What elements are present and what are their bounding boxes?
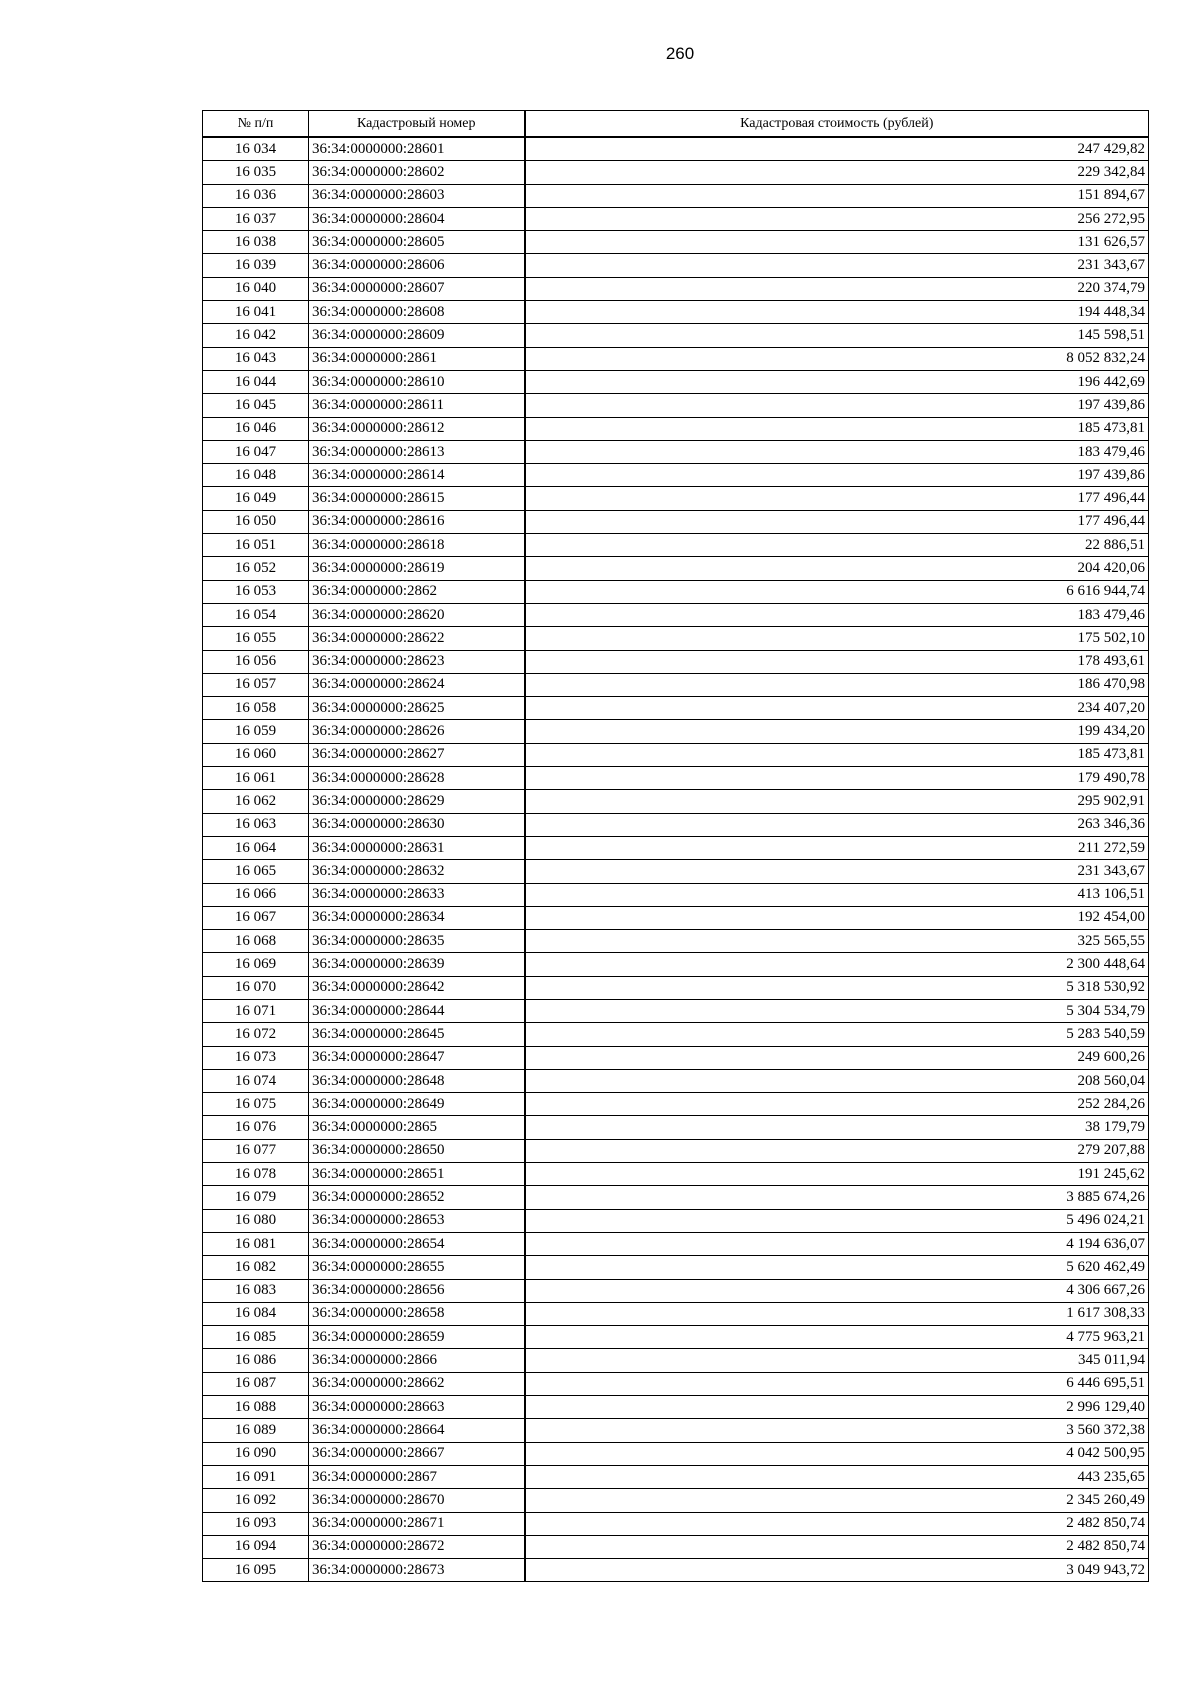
cell-row-number: 16 073 xyxy=(203,1046,309,1069)
table-row xyxy=(203,1279,1149,1302)
cell-row-number: 16 077 xyxy=(203,1139,309,1162)
cell-cadastral-value: 38 179,79 xyxy=(525,1116,1149,1139)
table-row xyxy=(203,627,1149,650)
table-row xyxy=(203,1069,1149,1092)
cadastral-value-table xyxy=(202,110,1149,1582)
cell-cadastral-value: 208 560,04 xyxy=(525,1069,1149,1092)
cell-row-number: 16 040 xyxy=(203,277,309,300)
table-row xyxy=(203,1535,1149,1558)
table-row xyxy=(203,1489,1149,1512)
table-row xyxy=(203,1186,1149,1209)
cell-cadastral-value: 229 342,84 xyxy=(525,161,1149,184)
cell-cadastral-number: 36:34:0000000:28613 xyxy=(309,440,525,463)
cell-row-number: 16 045 xyxy=(203,394,309,417)
cell-cadastral-value: 177 496,44 xyxy=(525,510,1149,533)
cell-cadastral-number: 36:34:0000000:28615 xyxy=(309,487,525,510)
table-row xyxy=(203,1396,1149,1419)
cell-cadastral-value: 279 207,88 xyxy=(525,1139,1149,1162)
table-header-row xyxy=(203,111,1149,138)
cell-row-number: 16 076 xyxy=(203,1116,309,1139)
cell-cadastral-number: 36:34:0000000:28616 xyxy=(309,510,525,533)
table-row xyxy=(203,557,1149,580)
table-row xyxy=(203,1116,1149,1139)
table-row xyxy=(203,1559,1149,1582)
table-row xyxy=(203,487,1149,510)
cell-cadastral-value: 185 473,81 xyxy=(525,417,1149,440)
table-row xyxy=(203,277,1149,300)
cell-cadastral-value: 249 600,26 xyxy=(525,1046,1149,1069)
cell-row-number: 16 052 xyxy=(203,557,309,580)
cell-cadastral-number: 36:34:0000000:28631 xyxy=(309,836,525,859)
table-row xyxy=(203,836,1149,859)
cell-cadastral-number: 36:34:0000000:28655 xyxy=(309,1256,525,1279)
cell-cadastral-value: 8 052 832,24 xyxy=(525,347,1149,370)
cell-row-number: 16 041 xyxy=(203,301,309,324)
cell-cadastral-value: 145 598,51 xyxy=(525,324,1149,347)
cell-cadastral-value: 6 616 944,74 xyxy=(525,580,1149,603)
cell-cadastral-value: 204 420,06 xyxy=(525,557,1149,580)
cell-cadastral-number: 36:34:0000000:28611 xyxy=(309,394,525,417)
cell-row-number: 16 078 xyxy=(203,1163,309,1186)
header-cadastral-number: Кадастровый номер xyxy=(309,111,525,138)
cell-cadastral-number: 36:34:0000000:28642 xyxy=(309,976,525,999)
cell-row-number: 16 082 xyxy=(203,1256,309,1279)
cell-cadastral-number: 36:34:0000000:28627 xyxy=(309,743,525,766)
table-row xyxy=(203,1326,1149,1349)
cell-cadastral-number: 36:34:0000000:28624 xyxy=(309,673,525,696)
table-row xyxy=(203,767,1149,790)
cell-cadastral-number: 36:34:0000000:28663 xyxy=(309,1396,525,1419)
table-row xyxy=(203,184,1149,207)
cell-cadastral-value: 185 473,81 xyxy=(525,743,1149,766)
table-row xyxy=(203,1093,1149,1116)
cell-row-number: 16 051 xyxy=(203,534,309,557)
cell-cadastral-number: 36:34:0000000:28651 xyxy=(309,1163,525,1186)
cell-row-number: 16 074 xyxy=(203,1069,309,1092)
table-row xyxy=(203,534,1149,557)
cell-row-number: 16 084 xyxy=(203,1302,309,1325)
cell-cadastral-number: 36:34:0000000:2862 xyxy=(309,580,525,603)
cell-cadastral-number: 36:34:0000000:2866 xyxy=(309,1349,525,1372)
cell-cadastral-number: 36:34:0000000:28629 xyxy=(309,790,525,813)
cell-row-number: 16 066 xyxy=(203,883,309,906)
cell-cadastral-value: 2 996 129,40 xyxy=(525,1396,1149,1419)
cell-row-number: 16 042 xyxy=(203,324,309,347)
cell-row-number: 16 069 xyxy=(203,953,309,976)
table-row xyxy=(203,1512,1149,1535)
table-row xyxy=(203,650,1149,673)
cell-cadastral-number: 36:34:0000000:28671 xyxy=(309,1512,525,1535)
cell-cadastral-value: 4 042 500,95 xyxy=(525,1442,1149,1465)
table-row xyxy=(203,207,1149,230)
cell-cadastral-value: 2 345 260,49 xyxy=(525,1489,1149,1512)
cell-row-number: 16 085 xyxy=(203,1326,309,1349)
cell-cadastral-number: 36:34:0000000:28670 xyxy=(309,1489,525,1512)
cell-cadastral-number: 36:34:0000000:28626 xyxy=(309,720,525,743)
page-number: 260 xyxy=(665,44,695,63)
table-row xyxy=(203,1442,1149,1465)
cell-cadastral-value: 183 479,46 xyxy=(525,603,1149,626)
cell-cadastral-value: 191 245,62 xyxy=(525,1163,1149,1186)
cell-row-number: 16 064 xyxy=(203,836,309,859)
cell-cadastral-number: 36:34:0000000:2867 xyxy=(309,1465,525,1488)
cell-cadastral-number: 36:34:0000000:28605 xyxy=(309,231,525,254)
cell-cadastral-value: 2 300 448,64 xyxy=(525,953,1149,976)
cell-row-number: 16 055 xyxy=(203,627,309,650)
cell-row-number: 16 054 xyxy=(203,603,309,626)
table-row xyxy=(203,1419,1149,1442)
table-row xyxy=(203,1163,1149,1186)
cell-cadastral-value: 197 439,86 xyxy=(525,464,1149,487)
cell-cadastral-number: 36:34:0000000:28603 xyxy=(309,184,525,207)
cell-cadastral-value: 5 318 530,92 xyxy=(525,976,1149,999)
cell-cadastral-number: 36:34:0000000:28673 xyxy=(309,1559,525,1582)
cell-cadastral-number: 36:34:0000000:28622 xyxy=(309,627,525,650)
cell-cadastral-number: 36:34:0000000:28633 xyxy=(309,883,525,906)
cell-cadastral-number: 36:34:0000000:28610 xyxy=(309,370,525,393)
table-row xyxy=(203,976,1149,999)
cell-cadastral-number: 36:34:0000000:28634 xyxy=(309,906,525,929)
cell-cadastral-value: 256 272,95 xyxy=(525,207,1149,230)
cell-cadastral-value: 197 439,86 xyxy=(525,394,1149,417)
cell-cadastral-number: 36:34:0000000:28650 xyxy=(309,1139,525,1162)
cell-cadastral-value: 2 482 850,74 xyxy=(525,1512,1149,1535)
cell-cadastral-number: 36:34:0000000:28607 xyxy=(309,277,525,300)
cell-row-number: 16 072 xyxy=(203,1023,309,1046)
cell-cadastral-number: 36:34:0000000:28667 xyxy=(309,1442,525,1465)
cell-row-number: 16 070 xyxy=(203,976,309,999)
cell-row-number: 16 065 xyxy=(203,860,309,883)
cell-cadastral-value: 211 272,59 xyxy=(525,836,1149,859)
table-row xyxy=(203,999,1149,1022)
cell-cadastral-number: 36:34:0000000:28620 xyxy=(309,603,525,626)
cell-row-number: 16 036 xyxy=(203,184,309,207)
cell-cadastral-number: 36:34:0000000:28645 xyxy=(309,1023,525,1046)
cell-cadastral-number: 36:34:0000000:28656 xyxy=(309,1279,525,1302)
cell-cadastral-value: 3 049 943,72 xyxy=(525,1559,1149,1582)
cell-row-number: 16 046 xyxy=(203,417,309,440)
cell-cadastral-number: 36:34:0000000:28639 xyxy=(309,953,525,976)
cell-cadastral-value: 194 448,34 xyxy=(525,301,1149,324)
cell-cadastral-value: 252 284,26 xyxy=(525,1093,1149,1116)
cell-cadastral-value: 220 374,79 xyxy=(525,277,1149,300)
cell-cadastral-number: 36:34:0000000:28662 xyxy=(309,1372,525,1395)
table-row xyxy=(203,720,1149,743)
table-row xyxy=(203,697,1149,720)
table-row xyxy=(203,370,1149,393)
cell-row-number: 16 086 xyxy=(203,1349,309,1372)
cell-row-number: 16 057 xyxy=(203,673,309,696)
cell-cadastral-number: 36:34:0000000:28612 xyxy=(309,417,525,440)
cell-row-number: 16 047 xyxy=(203,440,309,463)
cell-row-number: 16 035 xyxy=(203,161,309,184)
cell-cadastral-value: 443 235,65 xyxy=(525,1465,1149,1488)
cell-row-number: 16 050 xyxy=(203,510,309,533)
table-row xyxy=(203,510,1149,533)
header-row-number: № п/п xyxy=(203,111,309,138)
table-row xyxy=(203,440,1149,463)
table-row xyxy=(203,464,1149,487)
cell-cadastral-number: 36:34:0000000:28672 xyxy=(309,1535,525,1558)
cell-cadastral-value: 151 894,67 xyxy=(525,184,1149,207)
cell-row-number: 16 090 xyxy=(203,1442,309,1465)
table-row xyxy=(203,1023,1149,1046)
table-row xyxy=(203,1139,1149,1162)
cell-row-number: 16 060 xyxy=(203,743,309,766)
cell-row-number: 16 043 xyxy=(203,347,309,370)
cell-row-number: 16 039 xyxy=(203,254,309,277)
cell-row-number: 16 049 xyxy=(203,487,309,510)
cell-cadastral-number: 36:34:0000000:28628 xyxy=(309,767,525,790)
cell-cadastral-value: 177 496,44 xyxy=(525,487,1149,510)
cell-row-number: 16 062 xyxy=(203,790,309,813)
cell-cadastral-number: 36:34:0000000:28648 xyxy=(309,1069,525,1092)
cell-cadastral-value: 4 194 636,07 xyxy=(525,1232,1149,1255)
cell-row-number: 16 053 xyxy=(203,580,309,603)
table-row xyxy=(203,813,1149,836)
table-row xyxy=(203,790,1149,813)
table-row xyxy=(203,580,1149,603)
cell-row-number: 16 037 xyxy=(203,207,309,230)
header-cadastral-value: Кадастровая стоимость (рублей) xyxy=(525,111,1149,138)
cell-cadastral-number: 36:34:0000000:28653 xyxy=(309,1209,525,1232)
cell-row-number: 16 092 xyxy=(203,1489,309,1512)
cell-cadastral-value: 131 626,57 xyxy=(525,231,1149,254)
cell-cadastral-value: 234 407,20 xyxy=(525,697,1149,720)
cell-cadastral-number: 36:34:0000000:28632 xyxy=(309,860,525,883)
cell-cadastral-number: 36:34:0000000:28623 xyxy=(309,650,525,673)
cell-cadastral-value: 6 446 695,51 xyxy=(525,1372,1149,1395)
cell-cadastral-value: 5 283 540,59 xyxy=(525,1023,1149,1046)
cell-row-number: 16 095 xyxy=(203,1559,309,1582)
cell-row-number: 16 059 xyxy=(203,720,309,743)
cell-cadastral-value: 231 343,67 xyxy=(525,860,1149,883)
cell-cadastral-number: 36:34:0000000:28664 xyxy=(309,1419,525,1442)
cell-row-number: 16 093 xyxy=(203,1512,309,1535)
cell-row-number: 16 061 xyxy=(203,767,309,790)
cell-cadastral-number: 36:34:0000000:28644 xyxy=(309,999,525,1022)
cell-row-number: 16 080 xyxy=(203,1209,309,1232)
cell-cadastral-number: 36:34:0000000:28618 xyxy=(309,534,525,557)
cell-row-number: 16 044 xyxy=(203,370,309,393)
cell-row-number: 16 081 xyxy=(203,1232,309,1255)
table-row xyxy=(203,1349,1149,1372)
cell-row-number: 16 094 xyxy=(203,1535,309,1558)
table-row xyxy=(203,137,1149,161)
cell-cadastral-number: 36:34:0000000:28635 xyxy=(309,930,525,953)
cell-cadastral-number: 36:34:0000000:28614 xyxy=(309,464,525,487)
cell-cadastral-value: 22 886,51 xyxy=(525,534,1149,557)
cell-row-number: 16 091 xyxy=(203,1465,309,1488)
cell-row-number: 16 058 xyxy=(203,697,309,720)
cell-row-number: 16 087 xyxy=(203,1372,309,1395)
cell-cadastral-value: 3 560 372,38 xyxy=(525,1419,1149,1442)
table-row xyxy=(203,347,1149,370)
table-row xyxy=(203,743,1149,766)
cell-cadastral-value: 4 306 667,26 xyxy=(525,1279,1149,1302)
cell-cadastral-value: 1 617 308,33 xyxy=(525,1302,1149,1325)
table-row xyxy=(203,301,1149,324)
table-row xyxy=(203,1372,1149,1395)
cell-cadastral-value: 231 343,67 xyxy=(525,254,1149,277)
table-row xyxy=(203,254,1149,277)
table-row xyxy=(203,1256,1149,1279)
cell-cadastral-value: 179 490,78 xyxy=(525,767,1149,790)
cell-row-number: 16 056 xyxy=(203,650,309,673)
cell-cadastral-value: 295 902,91 xyxy=(525,790,1149,813)
cell-cadastral-number: 36:34:0000000:28658 xyxy=(309,1302,525,1325)
cell-cadastral-value: 4 775 963,21 xyxy=(525,1326,1149,1349)
cell-cadastral-number: 36:34:0000000:28604 xyxy=(309,207,525,230)
cell-row-number: 16 088 xyxy=(203,1396,309,1419)
cell-cadastral-value: 5 496 024,21 xyxy=(525,1209,1149,1232)
cell-cadastral-value: 183 479,46 xyxy=(525,440,1149,463)
cell-row-number: 16 071 xyxy=(203,999,309,1022)
cell-cadastral-number: 36:34:0000000:28602 xyxy=(309,161,525,184)
cell-cadastral-number: 36:34:0000000:28647 xyxy=(309,1046,525,1069)
cell-cadastral-value: 3 885 674,26 xyxy=(525,1186,1149,1209)
cell-cadastral-number: 36:34:0000000:28625 xyxy=(309,697,525,720)
table-row xyxy=(203,161,1149,184)
table-row xyxy=(203,673,1149,696)
cell-cadastral-value: 345 011,94 xyxy=(525,1349,1149,1372)
cell-cadastral-value: 2 482 850,74 xyxy=(525,1535,1149,1558)
table-row xyxy=(203,231,1149,254)
cell-cadastral-value: 325 565,55 xyxy=(525,930,1149,953)
cell-cadastral-value: 175 502,10 xyxy=(525,627,1149,650)
cell-cadastral-value: 199 434,20 xyxy=(525,720,1149,743)
table-row xyxy=(203,1046,1149,1069)
cell-cadastral-value: 196 442,69 xyxy=(525,370,1149,393)
cell-row-number: 16 048 xyxy=(203,464,309,487)
cell-row-number: 16 089 xyxy=(203,1419,309,1442)
cell-cadastral-number: 36:34:0000000:28649 xyxy=(309,1093,525,1116)
table-row xyxy=(203,324,1149,347)
cell-cadastral-number: 36:34:0000000:2865 xyxy=(309,1116,525,1139)
cell-cadastral-value: 5 620 462,49 xyxy=(525,1256,1149,1279)
cell-cadastral-number: 36:34:0000000:28630 xyxy=(309,813,525,836)
cell-cadastral-value: 5 304 534,79 xyxy=(525,999,1149,1022)
cell-cadastral-number: 36:34:0000000:28609 xyxy=(309,324,525,347)
cell-cadastral-number: 36:34:0000000:28606 xyxy=(309,254,525,277)
cell-row-number: 16 075 xyxy=(203,1093,309,1116)
table-row xyxy=(203,930,1149,953)
cell-row-number: 16 079 xyxy=(203,1186,309,1209)
table-row xyxy=(203,883,1149,906)
table-row xyxy=(203,1232,1149,1255)
table-row xyxy=(203,1465,1149,1488)
cell-row-number: 16 067 xyxy=(203,906,309,929)
cell-cadastral-number: 36:34:0000000:28659 xyxy=(309,1326,525,1349)
cell-cadastral-value: 178 493,61 xyxy=(525,650,1149,673)
cell-row-number: 16 068 xyxy=(203,930,309,953)
cell-cadastral-number: 36:34:0000000:28619 xyxy=(309,557,525,580)
cell-cadastral-number: 36:34:0000000:2861 xyxy=(309,347,525,370)
cell-row-number: 16 063 xyxy=(203,813,309,836)
cell-row-number: 16 083 xyxy=(203,1279,309,1302)
table-row xyxy=(203,603,1149,626)
cell-cadastral-value: 186 470,98 xyxy=(525,673,1149,696)
cell-cadastral-number: 36:34:0000000:28654 xyxy=(309,1232,525,1255)
cell-row-number: 16 034 xyxy=(203,137,309,161)
cell-cadastral-number: 36:34:0000000:28608 xyxy=(309,301,525,324)
cell-cadastral-value: 192 454,00 xyxy=(525,906,1149,929)
table-row xyxy=(203,1302,1149,1325)
cell-cadastral-number: 36:34:0000000:28601 xyxy=(309,137,525,161)
cell-row-number: 16 038 xyxy=(203,231,309,254)
table-row xyxy=(203,1209,1149,1232)
table-row xyxy=(203,906,1149,929)
cell-cadastral-value: 413 106,51 xyxy=(525,883,1149,906)
table-row xyxy=(203,860,1149,883)
table-body xyxy=(203,137,1149,1582)
table-row xyxy=(203,417,1149,440)
table-row xyxy=(203,394,1149,417)
cell-cadastral-value: 247 429,82 xyxy=(525,137,1149,161)
cell-cadastral-number: 36:34:0000000:28652 xyxy=(309,1186,525,1209)
table-row xyxy=(203,953,1149,976)
cell-cadastral-value: 263 346,36 xyxy=(525,813,1149,836)
